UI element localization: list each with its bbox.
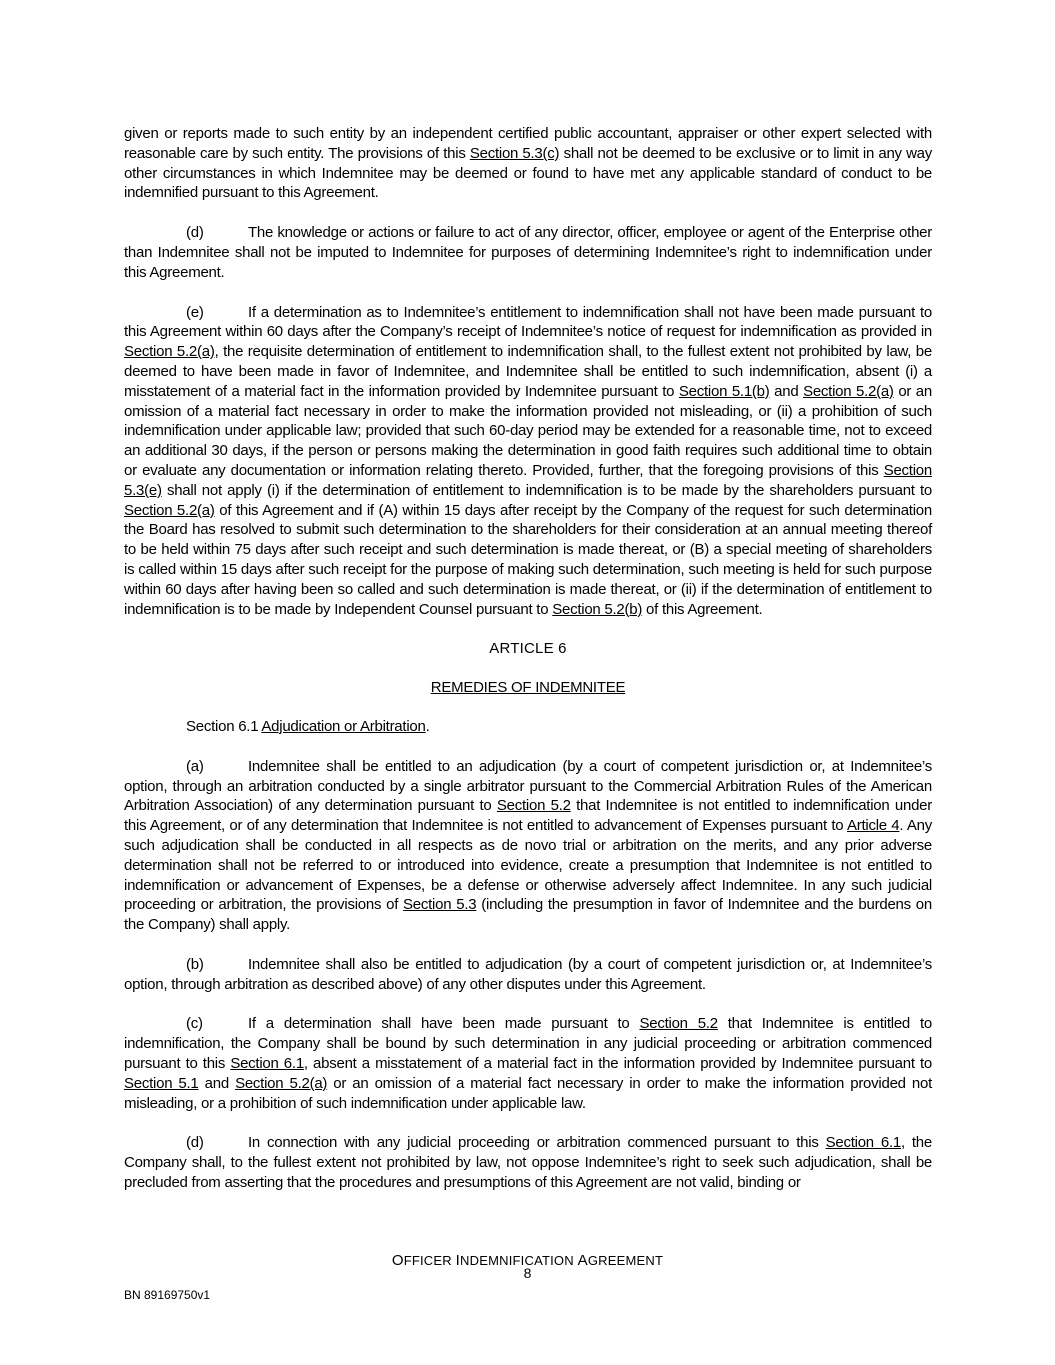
paragraph-label: (d): [186, 1134, 204, 1152]
footer-document-title: OFFICER INDEMNIFICATION AGREEMENT: [391, 1252, 664, 1269]
section-reference: Section 5.1: [124, 1074, 199, 1092]
paragraph-label: (b): [186, 955, 204, 973]
section-reference: Section 5.3: [403, 896, 477, 914]
section-reference: Section 5.2: [496, 797, 571, 815]
section-reference: Section 5.2(b): [552, 600, 643, 618]
section-reference: Section 5.3(c): [469, 144, 560, 162]
section-reference: Section 5.2: [639, 1015, 718, 1033]
paragraph-6-1-c: (c) If a determination shall have been made pursuant to Section 5.2 that Indemnitee is entitled to indemnification, the Company shall be bound by such determination in any judicial proceeding or arbitration commenced pursuant to this Section 6.1, absent a misstatement of a material fact in the information provided by Indemnitee pursuant to Section 5.1 and Section 5.2(a) or an omission of a material fact necessary in order to make the information provided not misleading, or a prohibition of such indemnification under applicable law.: [124, 1015, 932, 1112]
paragraph-6-1-d: (d) In connection with any judicial proceeding or arbitration commenced pursuant to this Section 6.1, the Company shall, to the fullest extent not prohibited by law, not oppose Indemnitee’s right to seek such adjudication, shall be precluded from asserting that the procedures and presumptions of this Agreement are not valid, binding or: [124, 1134, 932, 1192]
paragraph-5-3-c-continued: given or reports made to such entity by an independent certified public accountant, appraiser or other expert selected with reasonable care by such entity. The provisions of this Section 5.3(c) shall not be deemed to be exclusive or to limit in any way other circumstances in which Indemnitee may be deemed or found to have met any applicable standard of conduct to be indemnified pursuant to this Agreement.: [124, 125, 932, 202]
paragraph-label: (e): [186, 303, 204, 321]
section-reference: Section 5.2(a): [124, 343, 215, 361]
paragraph-label: (d): [186, 224, 204, 242]
document-page: [124, 124, 932, 1213]
section-reference: Section 6.1: [230, 1055, 304, 1073]
document-id: BN 89169750v1: [124, 1288, 211, 1302]
section-reference: Section 6.1: [825, 1134, 901, 1152]
section-reference: Section 5.3(e): [124, 461, 932, 499]
paragraph-label: (a): [186, 757, 204, 775]
paragraph-5-3-e: (e) If a determination as to Indemnitee’s entitlement to indemnification shall not have been made pursuant to this Agreement within 60 days after the Company’s receipt of Indemnitee’s notice of request for indemnification as provided in Section 5.2(a), the requisite determination of entitlement to indemnification shall, to the fullest extent not prohibited by law, be deemed to have been made in favor of Indemnitee, and Indemnitee shall be entitled to such indemnification, absent (i) a misstatement of a material fact in the information provided by Indemnitee pursuant to Section 5.1(b) and Section 5.2(a) or an omission of a material fact necessary in order to make the information provided not misleading, or (ii) a prohibition of such indemnification under applicable law; provided that such 60-day period may be extended for a reasonable time, not to exceed an additional 30 days, if the person or persons making the determination in good faith requires such additional time to obtain or evaluate any documentation or information relating thereto. Provided, further, that the foregoing provisions of this Section 5.3(e) shall not apply (i) if the determination of entitlement to indemnification is to be made by the shareholders pursuant to Section 5.2(a) of this Agreement and if (A) within 15 days after receipt by the Company of the request for such determination the Board has resolved to submit such determination to the shareholders for their consideration at an annual meeting thereof to be held within 75 days after such receipt and such determination is made thereat, or (B) a special meeting of shareholders is called within 15 days after such receipt for the purpose of making such determination, such meeting is held for such purpose within 60 days after having been so called and such determination is made thereat, or (ii) if the determination of entitlement to indemnification is to be made by Independent Counsel pursuant to Section 5.2(b) of this Agreement.: [124, 303, 932, 618]
article-title: ARTICLE 6: [489, 640, 567, 658]
paragraph-6-1-a: (a) Indemnitee shall be entitled to an adjudication (by a court of competent jurisdiction or, at Indemnitee’s option, through an arbitration conducted by a single arbitrator pursuant to the Commercial Arbitration Rules of the American Arbitration Association) of any determination pursuant to Section 5.2 that Indemnitee is not entitled to indemnification under this Agreement, or of any determination that Indemnitee is not entitled to advancement of Expenses pursuant to Article 4. Any such adjudication shall be conducted in all respects as de novo trial or arbitration on the merits, and any prior adverse determination shall not be referred to or introduced into evidence, create a presumption that Indemnitee is not entitled to indemnification or advancement of Expenses, be a defense or otherwise adversely affect Indemnitee. In any such judicial proceeding or arbitration, the provisions of Section 5.3 (including the presumption in favor of Indemnitee and the burdens on the Company) shall apply.: [124, 757, 933, 934]
section-6-1-heading: Section 6.1 Adjudication or Arbitration.: [186, 717, 430, 735]
section-reference: Section 5.1(b): [678, 382, 770, 400]
section-reference: Section 5.2(a): [124, 501, 215, 519]
page-number: 8: [523, 1265, 532, 1281]
section-reference: Section 5.2(a): [235, 1074, 328, 1092]
paragraph-label: (c): [186, 1015, 203, 1033]
paragraph-6-1-b: (b) Indemnitee shall also be entitled to adjudication (by a court of competent jurisdiction or, at Indemnitee’s option, through arbitration as described above) of any other disputes under this Agreement.: [124, 955, 932, 993]
article-heading: REMEDIES OF INDEMNITEE: [430, 679, 626, 697]
section-reference: Section 5.2(a): [803, 382, 894, 400]
article-reference: Article 4: [846, 817, 900, 835]
paragraph-5-3-d: (d) The knowledge or actions or failure to act of any director, officer, employee or agent of the Enterprise other than Indemnitee shall not be imputed to Indemnitee for purposes of determining Indemnitee’s right to indemnification under this Agreement.: [124, 224, 932, 281]
section-title: Adjudication or Arbitration: [261, 717, 426, 735]
